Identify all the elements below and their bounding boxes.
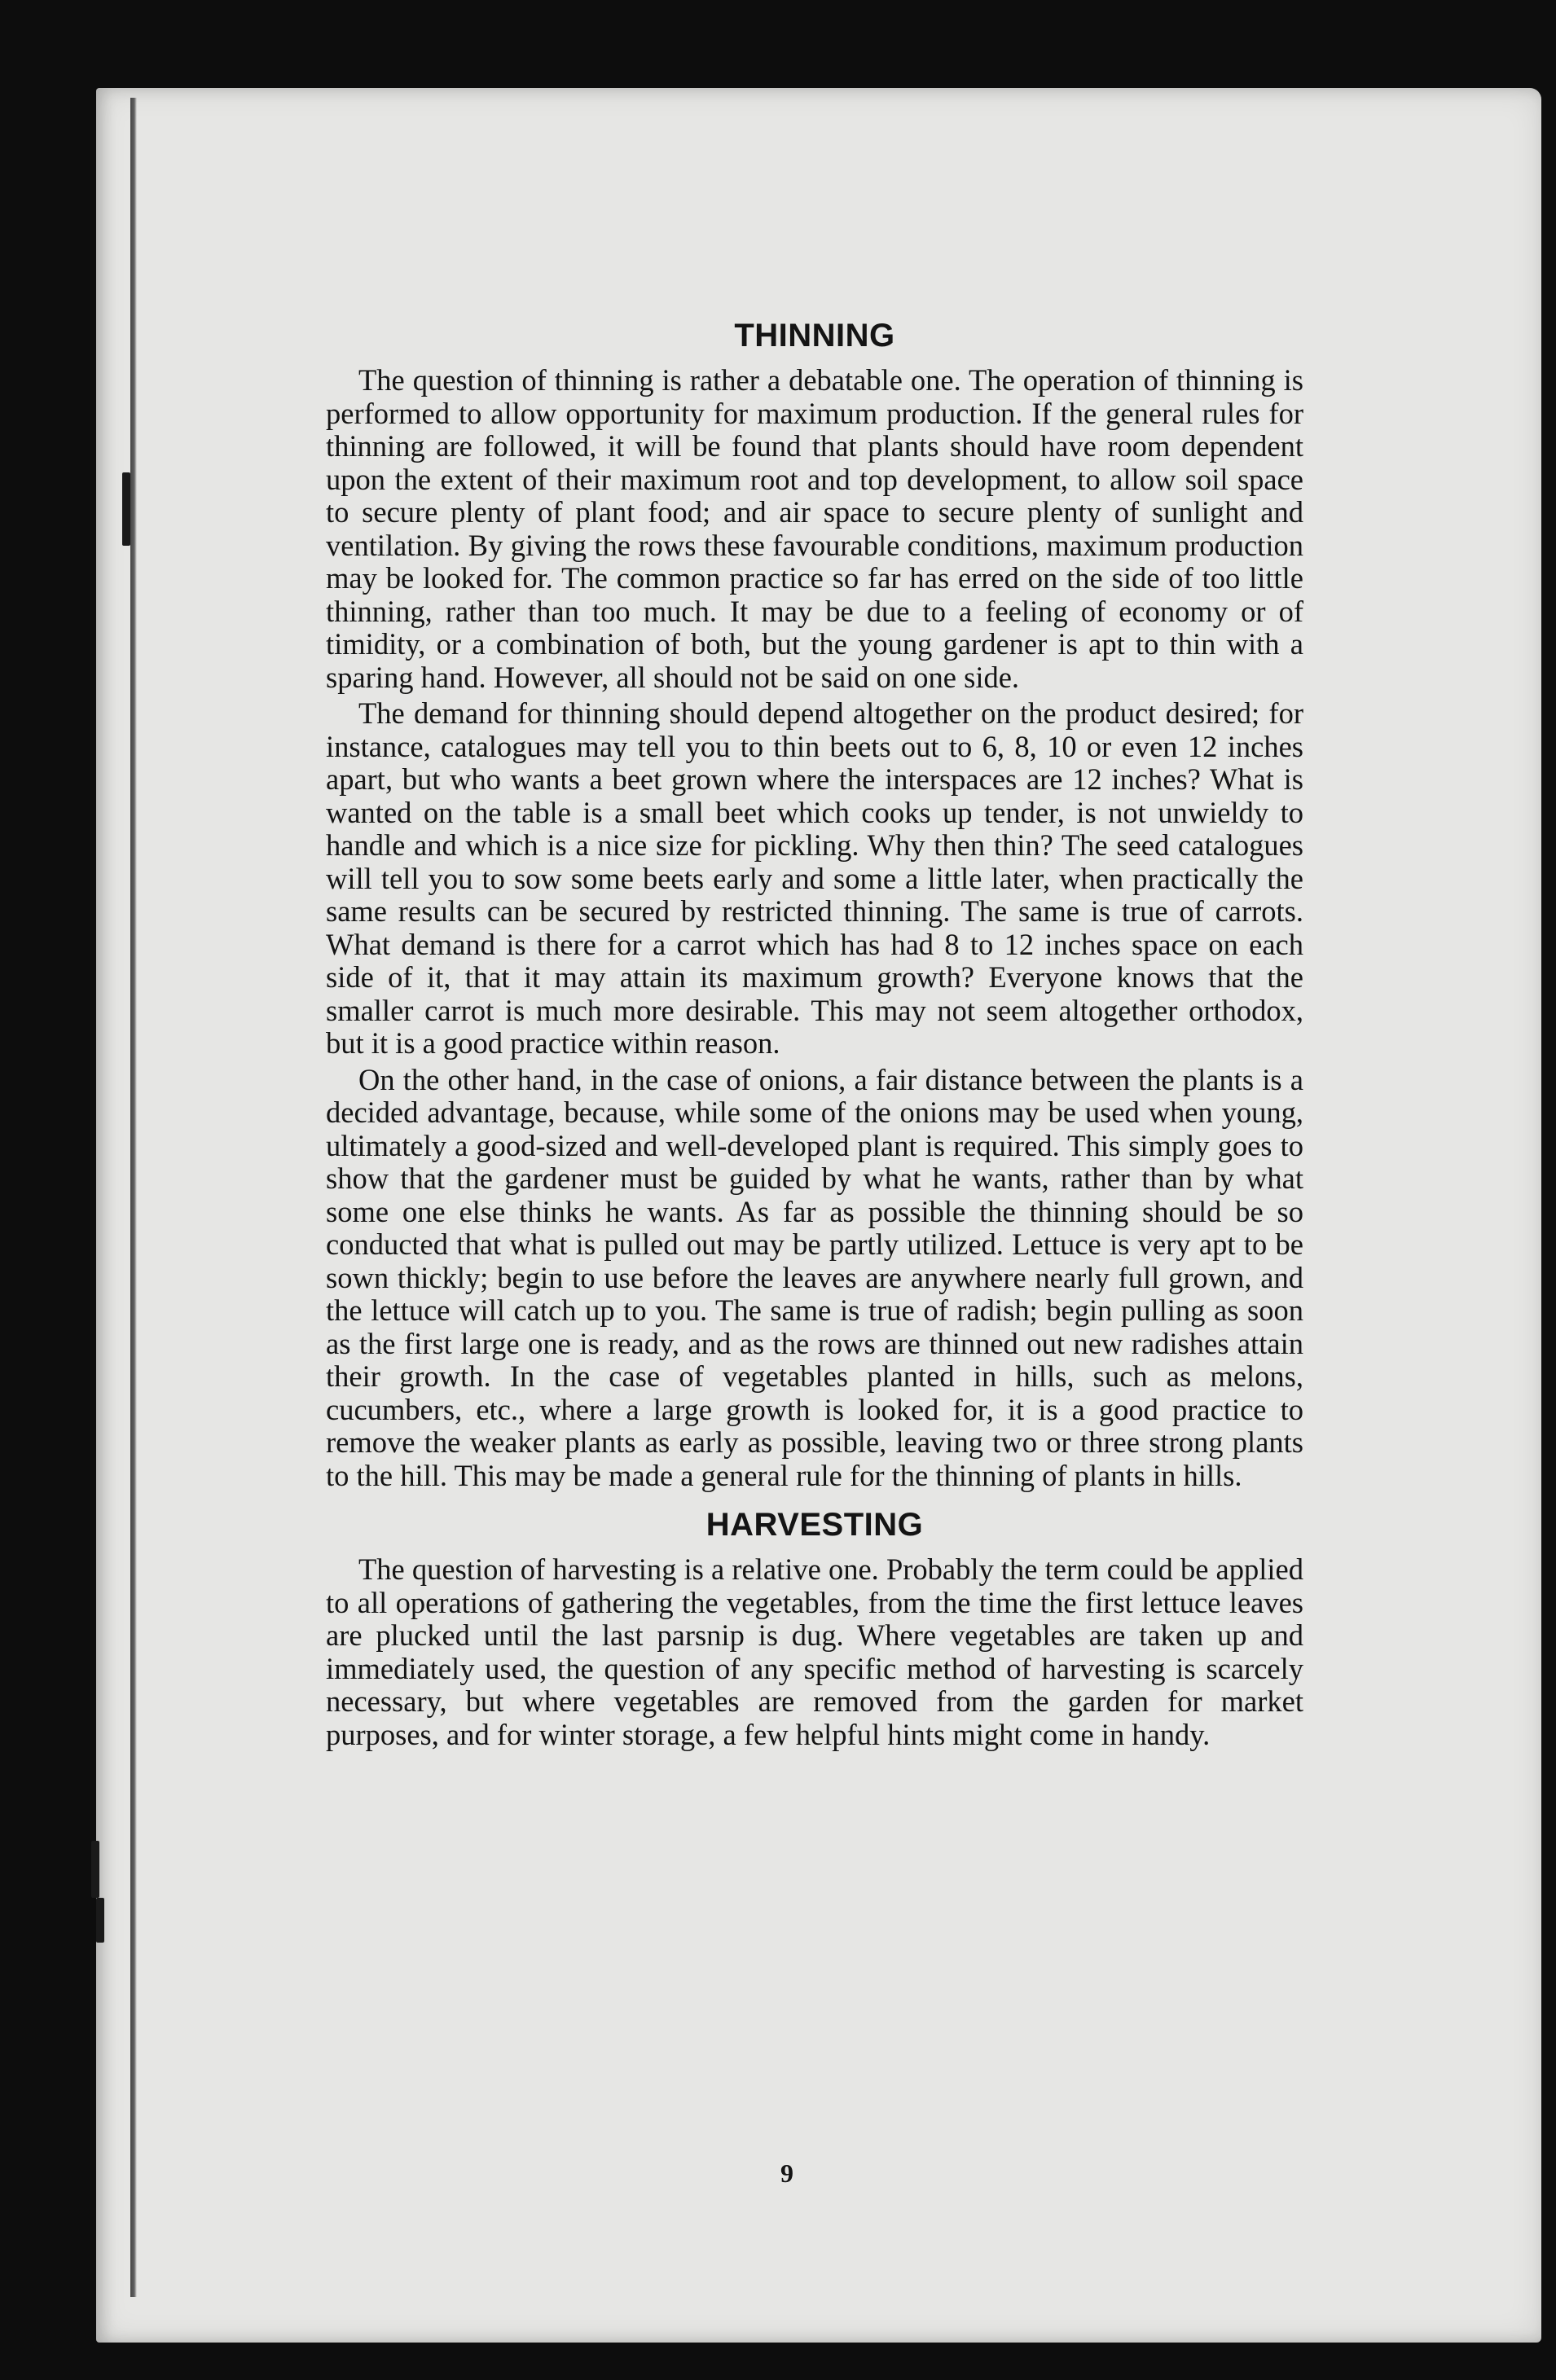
binding-mark: [96, 1898, 104, 1943]
page-body: [326, 318, 1303, 1754]
paragraph: The demand for thinning should depend altogether on the product desired; for instance, catalogues may tell you to thin beets out to 6, 8, 10 or even 12 inches apart, but who wants a beet grown where the interspaces are 12 inches? What is wanted on the table is a small beet which cooks up tender, is not unwieldy to handle and which is a nice size for pickling. Why then thin? The seed catalogues will tell you to sow some beets early and some a little later, when practically the same results can be secured by restricted thinning. The same is true of carrots. What demand is there for a carrot which has had 8 to 12 inches space on each side of it, that it may attain its maximum growth? Everyone knows that the smaller carrot is much more desirable. This may not seem altogether orthodox, but it is a good practice within reason.: [326, 696, 1303, 1060]
section-heading-thinning: THINNING: [734, 318, 895, 353]
page-number: 9: [780, 2158, 793, 2188]
binding-mark: [122, 472, 130, 546]
paragraph: The question of thinning is rather a debatable one. The operation of thinning is performed to allow opportunity for maximum production. If the general rules for thinning are followed, it will be found that plants should have room dependent upon the extent of their maximum root and top development, to allow soil space to secure plenty of plant food; and air space to secure plenty of sunlight and ventilation. By giving the rows these favourable conditions, maximum production may be looked for. The common practice so far has erred on the side of too little thinning, rather than too much. It may be due to a feeling of economy or of timidity, or a combination of both, but the young gardener is apt to thin with a sparing hand. However, all should not be said on one side.: [326, 363, 1303, 694]
section-heading-harvesting: HARVESTING: [705, 1507, 924, 1543]
binding-mark: [91, 1841, 99, 1898]
page-binding-edge: [130, 98, 137, 2297]
paragraph: The question of harvesting is a relative one. Probably the term could be applied to all operations of gathering the vegetables, from the time the first lettuce leaves are plucked until the last parsnip is dug. Where vegetables are taken up and immediately used, the question of any specific method of harvesting is scarcely necessary, but where vegetables are removed from the garden for market purposes, and for winter storage, a few helpful hints might come in handy.: [326, 1552, 1303, 1751]
paragraph: On the other hand, in the case of onions, a fair distance between the plants is a decided advantage, because, while some of the onions may be used when young, ultimately a good-sized and well-developed plant is required. This simply goes to show that the gardener must be guided by what he wants, rather than by what some one else thinks he wants. As far as possible the thinning should be so conducted that what is pulled out may be partly utilized. Lettuce is very apt to be sown thickly; begin to use before the leaves are anywhere nearly full grown, and the lettuce will catch up to you. The same is true of radish; begin pulling as soon as the first large one is ready, and as the rows are thinned out new radishes attain their growth. In the case of vegetables planted in hills, such as melons, cucumbers, etc., where a large growth is looked for, it is a good practice to remove the weaker plants as early as possible, leaving two or three strong plants to the hill. This may be made a general rule for the thinning of plants in hills.: [326, 1062, 1303, 1492]
